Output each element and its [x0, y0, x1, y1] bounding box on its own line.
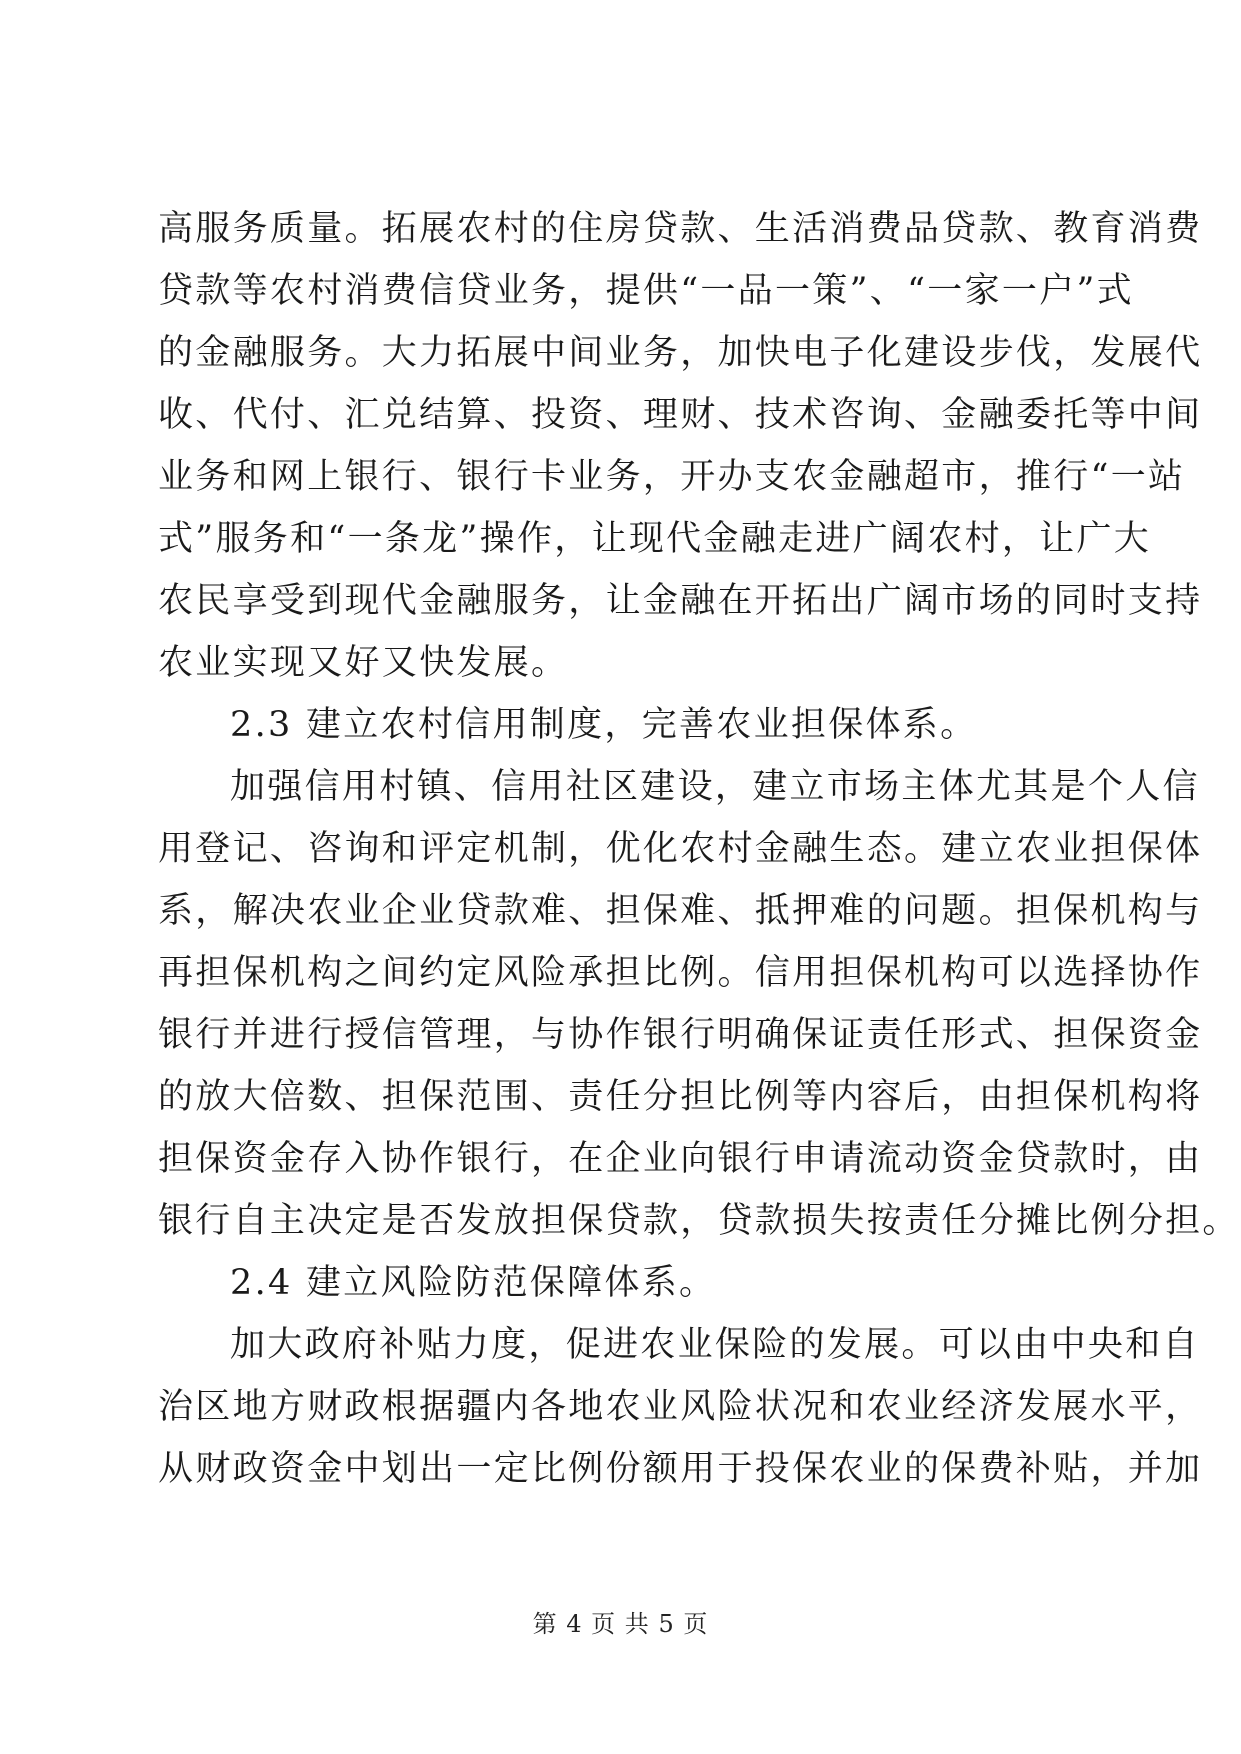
section-heading-2-3: 2.3 建立农村信用制度，完善农业担保体系。	[230, 705, 978, 745]
paragraph-line: 系，解决农业企业贷款难、担保难、抵押难的问题。担保机构与	[158, 891, 1203, 931]
paragraph-line: 的金融服务。大力拓展中间业务，加快电子化建设步伐，发展代	[158, 333, 1203, 373]
paragraph-line: 业务和网上银行、银行卡业务，开办支农金融超市，推行“一站	[158, 457, 1186, 497]
paragraph-line: 银行自主决定是否发放担保贷款，贷款损失按责任分摊比例分担。	[158, 1201, 1240, 1241]
paragraph-line: 农民享受到现代金融服务，让金融在开拓出广阔市场的同时支持	[158, 581, 1203, 621]
paragraph-line: 收、代付、汇兑结算、投资、理财、技术咨询、金融委托等中间	[158, 395, 1203, 435]
paragraph-line: 加大政府补贴力度，促进农业保险的发展。可以由中央和自	[230, 1325, 1200, 1365]
paragraph-line: 从财政资金中划出一定比例份额用于投保农业的保费补贴，并加	[158, 1449, 1203, 1489]
paragraph-line: 担保资金存入协作银行，在企业向银行申请流动资金贷款时，由	[158, 1139, 1203, 1179]
page-number-footer: 第 4 页 共 5 页	[532, 1610, 709, 1638]
section-heading-2-4: 2.4 建立风险防范保障体系。	[230, 1263, 717, 1303]
paragraph-line: 高服务质量。拓展农村的住房贷款、生活消费品贷款、教育消费	[158, 209, 1203, 249]
paragraph-line: 式”服务和“一条龙”操作，让现代金融走进广阔农村，让广大	[158, 519, 1152, 559]
paragraph-line: 加强信用村镇、信用社区建设，建立市场主体尤其是个人信	[230, 767, 1200, 807]
paragraph-line: 用登记、咨询和评定机制，优化农村金融生态。建立农业担保体	[158, 829, 1203, 869]
paragraph-line: 银行并进行授信管理，与协作银行明确保证责任形式、担保资金	[158, 1015, 1203, 1055]
paragraph-line: 治区地方财政根据疆内各地农业风险状况和农业经济发展水平，	[158, 1387, 1203, 1427]
paragraph-line: 农业实现又好又快发展。	[158, 643, 569, 683]
paragraph-line: 再担保机构之间约定风险承担比例。信用担保机构可以选择协作	[158, 953, 1203, 993]
paragraph-line: 贷款等农村消费信贷业务，提供“一品一策”、“一家一户”式	[158, 271, 1134, 311]
paragraph-line: 的放大倍数、担保范围、责任分担比例等内容后，由担保机构将	[158, 1077, 1203, 1117]
